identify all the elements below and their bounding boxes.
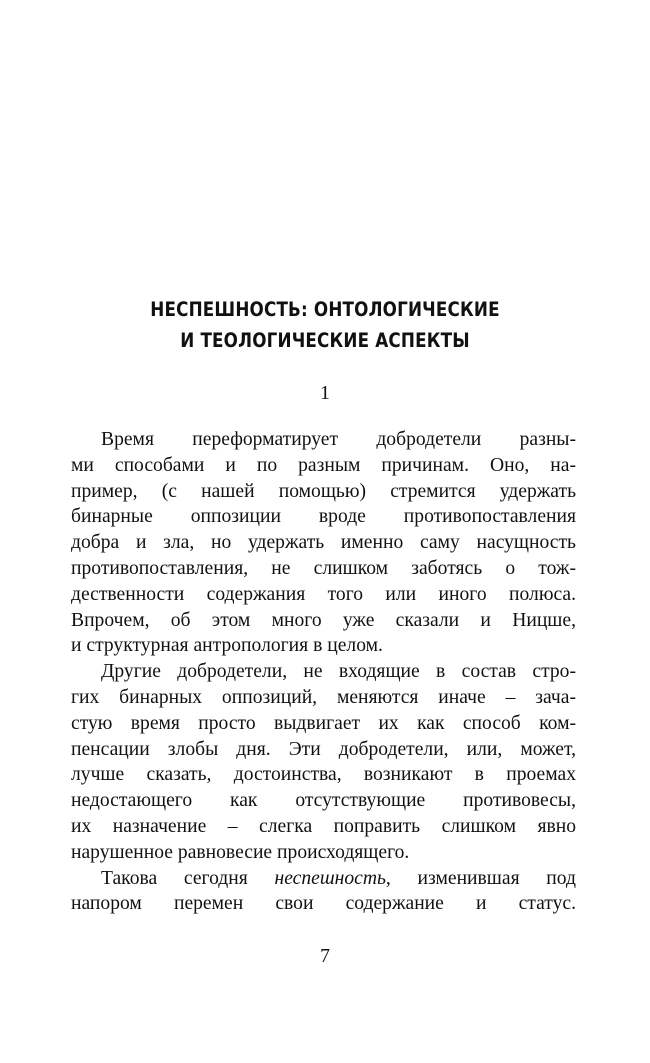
text-run: Такова сегодня [101, 867, 275, 889]
text-line: пример, (с нашей помощью) стремится удержать [71, 480, 576, 502]
text-line: недостающего как отсутствующие противовесы, [71, 790, 576, 812]
text-line: и структурная антропология в целом. [71, 635, 383, 657]
text-run: , изменившая под [385, 867, 576, 889]
text-line: гих бинарных оппозиций, меняются иначе – зача- [71, 686, 576, 708]
text-line [71, 866, 576, 892]
text-line: их назначение – слегка поправить слишком явно [71, 815, 576, 837]
text-line: пенсации злобы дня. Эти добродетели, или, может, [71, 738, 576, 760]
text-line: Впрочем, об этом много уже сказали и Ницше, [71, 609, 576, 631]
text-line: дественности содержания того или иного полюса. [71, 583, 576, 605]
paragraph-3 [71, 866, 576, 918]
text-line: напором перемен свои содержание и статус. [71, 893, 576, 915]
page-number: 7 [320, 946, 330, 967]
chapter-title-line-2: И ТЕОЛОГИЧЕСКИЕ АСПЕКТЫ [180, 329, 470, 352]
text-line: Другие добродетели, не входящие в состав стро- [101, 661, 576, 683]
section-number: 1 [320, 382, 330, 404]
text-line: бинарные оппозиции вроде противопоставления [71, 506, 576, 528]
text-line: нарушенное равновесие происходящего. [71, 841, 410, 863]
italic-term: неспешность [274, 867, 386, 889]
paragraph-1 [71, 427, 576, 659]
chapter-title-line-1: НЕСПЕШНОСТЬ: ОНТОЛОГИЧЕСКИЕ [150, 298, 500, 321]
text-line: стую время просто выдвигает их как способ ком- [71, 712, 576, 734]
body-text [71, 427, 576, 917]
text-line: Время переформатирует добродетели разны- [101, 429, 576, 450]
text-line: лучше сказать, достоинства, возникают в проемах [71, 764, 576, 786]
paragraph-2 [71, 659, 576, 865]
text-line: противопоставления, не слишком заботясь о тож- [71, 557, 576, 579]
text-line: ми способами и по разным причинам. Оно, на- [71, 454, 576, 476]
chapter-title [46, 294, 605, 356]
text-line: добра и зла, но удержать именно саму насущность [71, 532, 576, 554]
